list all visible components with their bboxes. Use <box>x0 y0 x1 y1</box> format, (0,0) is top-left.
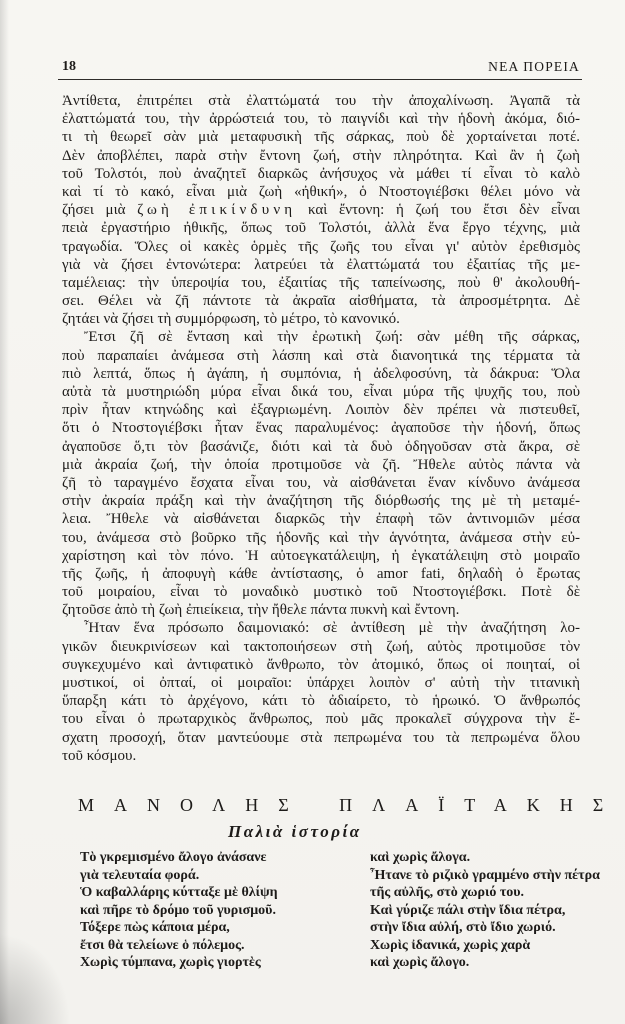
poem-line: Χωρὶς τύμπανα, χωρὶς γιορτὲς <box>80 955 261 970</box>
poem-line: στὴν ἴδια αὐλή, στὸ ἴδιο χωριό. <box>370 920 556 935</box>
text-line: ζητοῦσε ἀπὸ τὴ ζωὴ ἐπιείκεια, τὴν ἤθελε πάντα πυκνὴ καὶ ἔντονη. <box>62 602 460 619</box>
page-number: 18 <box>62 59 76 74</box>
poem-line: Τόξερε πὼς κάποια μέρα, <box>80 920 230 935</box>
paragraph <box>62 328 580 619</box>
poem-line: Ἦτανε τὸ ριζικὸ γραμμένο στὴν πέτρα <box>370 867 600 883</box>
poem-line: Χωρὶς ἰδανικά, χωρὶς χαρὰ <box>370 937 531 953</box>
poem-line: καὶ χωρὶς ἄλογο. <box>370 955 470 970</box>
header-rule <box>58 79 582 80</box>
text-line <box>62 201 580 219</box>
poem-line: Τὸ γκρεμισμένο ἄλογο ἀνάσανε <box>80 850 267 865</box>
text-line: Ἀντίθετα, ἐπιτρέπει στὰ ἐλαττώματά του τὴν ἀποχαλίνωση. Ἀγαπᾶ τὰ <box>62 93 580 109</box>
text-line: ἐλαττώματά του, τὴν ἀρρώστειά του, τὸ παιγνίδι καὶ τὴν ἡδονὴ ἀκόμα, διό- <box>62 111 580 128</box>
text-line: ζῆ τὸ ταραγμένο ἔσχατα εἶναι του, νὰ αἰσθάνεται ἕναν κίνδυνο ἀνάμεσα <box>62 474 580 491</box>
text-line: γικῶν διευκρινίσεων καὶ τακτοποιήσεων στὴ ζωή, αὐτὸς προτιμοῦσε τὸν <box>62 638 580 655</box>
text-segment: καὶ ἔντονη: ἡ ζωή του ἔτσι δὲν εἶναι <box>296 202 580 219</box>
text-line: γιὰ νὰ ζήσει ἐντονώτερα: λατρεύει τὰ ἐλαττώματά του ἐξαιτίας τῆς με- <box>62 256 580 273</box>
paragraph <box>62 92 580 328</box>
poem-line: καὶ χωρὶς ἄλογα. <box>370 850 471 865</box>
text-line: χαρίστηση καὶ τὸν πόνο. Ἡ αὐτοεγκατάλειψη, ἡ ἐγκατάλειψη στὸ μοιραῖο <box>62 547 580 564</box>
text-line: Ἦταν ἕνα πρόσωπο δαιμονιακό: σὲ ἀντίθεση μὲ τὴν ἀναζήτηση λο- <box>84 620 580 637</box>
poem-author: ΜΑΝΟΛΗΣ ΠΛΑΪΤΑΚΗΣ <box>78 795 624 815</box>
text-line: ὅτι ὁ Ντοστογιέβσκι ἦταν ἕνας παραλυμένος: ἀγαποῦσε τὴν ἡδονή, ὅπως <box>62 420 580 437</box>
text-line: Δὲν ἀποβλέπει, παρὰ στὴν ἔντονη ζωή, στὴν πληρότητα. Καὶ ἂν ἡ ζωὴ <box>62 147 580 164</box>
poem-line: Ὁ καβαλλάρης κύτταξε μὲ θλίψη <box>80 885 278 900</box>
poem-line: τῆς αὐλῆς, στὸ χωριό του. <box>370 885 525 900</box>
text-line: τῆς ζωῆς, ἡ ἀποφυγὴ κάθε ἀντίστασης, ὁ amor fati, δηλαδὴ ὁ ἔρωτας <box>62 565 580 582</box>
text-segment: ζήσει μιὰ <box>62 202 138 219</box>
text-line: πιὸ λεπτά, ὅπως ἡ ἀγάπη, ἡ συμπόνια, ἡ ἀδελφοσύνη, τὰ δάκρυα: Ὅλα <box>62 365 580 382</box>
text-line: αὐτὰ τὰ μυστηριώδη μύρα εἶναι δικά του, εἶναι μύρα τῆς ψυχῆς του, ποὺ <box>62 384 580 400</box>
text-line: του εἶναι ὁ πρωταρχικὸς ἄνθρωπος, ποὺ μᾶς προκαλεῖ σύγχρονα τὴν ἔ- <box>62 711 580 728</box>
text-line: σει. Θέλει νὰ ζῆ πάντοτε τὰ ἀκραῖα αἰσθήματα, τὰ ἀπροσμέτρητα. Δὲ <box>62 293 580 310</box>
text-line: ζητάει νὰ ζήσει τὴ συμμόρφωση, τὸ μέτρο, τὸ κανονικό. <box>62 311 400 328</box>
poem-line: καὶ πῆρε τὸ δρόμο τοῦ γυρισμοῦ. <box>80 902 276 918</box>
text-line: του, ἀνάμεσα στὸ βοῦρκο τῆς ἡδονῆς καὶ τὴν ἁγνότητα, ἀνάμεσα στὴν εὐ- <box>62 529 580 546</box>
text-line: ταμέλειας: τὴν ὑπεροψία του, ἐξαιτίας τῆς ταπείνωσης, ποὺ θ' ἀκολουθή- <box>62 274 580 291</box>
text-line: πρὶν ἦταν κτηνώδης καὶ ἐξαγριωμένη. Λοιπὸν δὲν πρέπει νὰ πιστευθεῖ, <box>62 402 580 419</box>
poem-line: γιὰ τελευταία φορά. <box>80 867 200 883</box>
poem-line: ἔτσι θὰ τελείωνε ὁ πόλεμος. <box>80 937 245 953</box>
poem-title: Παλιὰ ἱστορία <box>228 822 362 841</box>
text-line: τοῦ Τολστόι, ποὺ ἀναζητεῖ διαρκῶς ἀνήσυχος νὰ μάθει τί εἶναι τὸ καλὸ <box>62 165 580 182</box>
text-line: ὕπαρξη κάτι τὸ ἀρχέγονο, κάτι τὸ ἀδιαίρετο, τὸ ἡρωικό. Ὁ ἄνθρωπός <box>62 693 580 710</box>
text-line: τραγωδία. Ὅλες οἱ κακὲς ὁρμὲς τῆς ζωῆς του εἶναι γι' αὐτὸν ἐρεθισμὸς <box>62 238 580 255</box>
text-line: μιὰ ἀκραία ζωή, τὴν ὁποία προτιμοῦσε νὰ ζῆ. Ἤθελε αὐτὸς πάντα νὰ <box>62 456 580 473</box>
text-line: στὴν ἀκραία πράξη καὶ τὴν ἀναζήτηση τῆς διόρθωσής της μὲ τὴ μεταμέ- <box>62 493 580 510</box>
text-line: συγκεχυμένο καὶ ἀντιφατικὸ ἄνθρωπο, τὸν ἀτομικό, ὅπως οἱ ποιηταί, οἱ <box>62 656 580 673</box>
text-line: ποὺ παραπαίει ἀνάμεσα στὴ λάσπη καὶ στὰ διανοητικά της τέρματα τὰ <box>62 347 580 364</box>
text-line: καὶ τί τὸ κακό, εἶναι μιὰ ζωὴ «ἠθική», ὁ Ντοστογιέβσκι θέλει μόνο νὰ <box>62 183 580 200</box>
text-line: σχατη προσοχή, ὅταν μαντεύουμε στὰ πεπρωμένα του τὰ πεπρωμένα ὅλου <box>62 729 580 746</box>
text-line: πειὰ ἐργαστήριο ἠθικῆς, ὅπως τοῦ Τολστόι, ἀλλὰ ἕνα ἔργο τέχνης, μιὰ <box>62 220 580 237</box>
poem-line: Καὶ γύριζε πάλι στὴν ἴδια πέτρα, <box>370 902 566 918</box>
text-line: μυστικοί, οἱ ὀπταί, οἱ μοιραῖοι: ὑπάρχει λοιπὸν σ' αὐτὴ τὴν τιτανικὴ <box>62 675 580 691</box>
article-body <box>62 92 580 765</box>
poem-column-right <box>370 849 600 972</box>
text-line: τι τὴ θεωρεῖ σὰν μιὰ μεταφυσικὴ τῆς σάρκας, ποὺ δὲ χορταίνεται ποτέ. <box>62 129 580 146</box>
text-line: Ἔτσι ζῆ σὲ ἔνταση καὶ τὴν ἐρωτικὴ ζωή: σὰν μέθη τῆς σάρκας, <box>84 329 580 346</box>
paragraph <box>62 619 580 765</box>
emphasis-spaced: ζωὴ ἐπικίνδυνη <box>137 202 297 219</box>
text-line: τοῦ μοιραίου, εἶναι τὸ μοναδικὸ μυστικὸ τοῦ Ντοστογιέβσκι. Ποτὲ δὲ <box>62 584 580 601</box>
text-line: λεια. Ἤθελε νὰ αἰσθάνεται διαρκῶς τὴν ἐπαφὴ τῶν ἀντινομιῶν μέσα <box>62 511 580 528</box>
journal-title: ΝΕΑ ΠΟΡΕΙΑ <box>488 59 580 74</box>
poem-column-left <box>80 849 278 972</box>
text-line: τοῦ κόσμου. <box>62 747 137 764</box>
text-line: ἀγαποῦσε ὅ,τι τὸν βασάνιζε, διότι καὶ τὰ δυὸ ὁδηγοῦσαν στὰ ἄκρα, σὲ <box>62 438 580 455</box>
